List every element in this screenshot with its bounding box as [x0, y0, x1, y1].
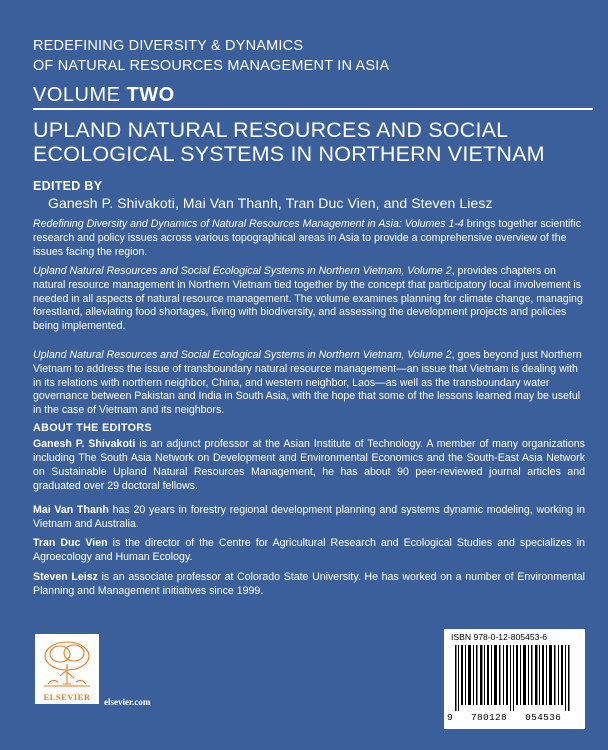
- series-name-italic: Redefining Diversity and Dynamics of Natural Resources Management in Asia: Volumes 1-4: [33, 218, 464, 230]
- editor-bio-text: is the director of the Centre for Agricultural Research and Ecological Studies and specializes in Agroecology and Human Ecology.: [33, 537, 585, 563]
- volume-number: TWO: [126, 84, 175, 106]
- series-title-line-2: OF NATURAL RESOURCES MANAGEMENT IN ASIA: [33, 58, 390, 74]
- editor-bio-text: is an adjunct professor at the Asian Institute of Technology. A member of many organizations including The South Asia Network on Development and Environmental Economics and the South-East Asia Network on Sustainable Upland Natural Resources Management, he has about 90 peer-reviewed journal articles and graduated over 29 doctoral fellows.: [33, 438, 585, 492]
- edited-by-label: EDITED BY: [33, 179, 103, 193]
- editor-name: Steven Leisz: [33, 571, 98, 583]
- publisher-name: ELSEVIER: [43, 692, 91, 702]
- elsevier-tree-icon: [38, 638, 96, 690]
- description-paragraph-3: [33, 349, 588, 418]
- volume-title-italic: Upland Natural Resources and Social Ecological Systems in Northern Vietnam, Volume 2: [33, 265, 452, 277]
- editor-bio: [33, 570, 585, 598]
- about-editors-heading: ABOUT THE EDITORS: [33, 422, 152, 434]
- barcode-icon: [451, 645, 579, 711]
- editors-names: Ganesh P. Shivakoti, Mai Van Thanh, Tran Duc Vien, and Steven Liesz: [48, 195, 493, 211]
- description-paragraph-1: [33, 218, 588, 259]
- description-paragraph-2-text: , provides chapters on natural resource management in Northern Vietnam tied together by the concept that participatory local involvement is needed in all aspects of natural resource management. The volume examines planning for climate change, managing forestland, alleviating food shortages, living with biodiversity, and assessing the development projects and policies being implemented.: [33, 265, 583, 333]
- book-title: [33, 118, 545, 166]
- editor-bio: [33, 503, 585, 531]
- editor-name: Tran Duc Vien: [33, 537, 108, 549]
- editor-bio: [33, 536, 585, 564]
- editor-name: Ganesh P. Shivakoti: [33, 438, 136, 450]
- series-title-line-1: REDEFINING DIVERSITY & DYNAMICS: [33, 38, 304, 54]
- barcode-digits: [447, 712, 561, 723]
- publisher-website[interactable]: elsevier.com: [104, 697, 151, 707]
- barcode-first-digit: 9: [447, 712, 454, 723]
- barcode-digits-group-2: 054536: [525, 712, 562, 723]
- editor-name: Mai Van Thanh: [33, 504, 109, 516]
- editor-bio-text: has 20 years in forestry regional development planning and systems dynamic modeling, working in Vietnam and Australia.: [33, 504, 585, 530]
- series-title: [33, 36, 389, 76]
- volume-prefix: VOLUME: [33, 84, 127, 106]
- description-paragraph-1-text: brings together scientific research and policy issues across various topographical areas in Asia to provide a comprehensive overview of the issues facing the region.: [33, 218, 581, 258]
- book-title-line-1: UPLAND NATURAL RESOURCES AND SOCIAL: [33, 118, 509, 142]
- editor-bio-text: is an associate professor at Colorado State University. He has worked on a number of Environmental Planning and Management initiatives since 1999.: [33, 571, 585, 597]
- title-divider: [33, 108, 593, 110]
- barcode-digits-group-1: 780128: [471, 712, 508, 723]
- editor-bio: [33, 437, 585, 493]
- volume-label: [33, 84, 175, 107]
- volume-title-italic: Upland Natural Resources and Social Ecological Systems in Northern Vietnam, Volume 2: [33, 349, 452, 361]
- book-title-line-2: ECOLOGICAL SYSTEMS IN NORTHERN VIETNAM: [33, 142, 545, 166]
- description-paragraph-2: [33, 265, 588, 334]
- description-paragraph-3-text: , goes beyond just Northern Vietnam to address the issue of transboundary natural resource management—an issue that Vietnam is dealing with in its relations with northern neighbor, China, and western neighbor, Laos—as well as the transboundary water governance between Pakistan and India in South Asia, with the hope that some of the lessons learned may be useful in the case of Vietnam and its neighbors.: [33, 349, 582, 417]
- isbn-number: ISBN 978-0-12-805453-6: [451, 632, 548, 642]
